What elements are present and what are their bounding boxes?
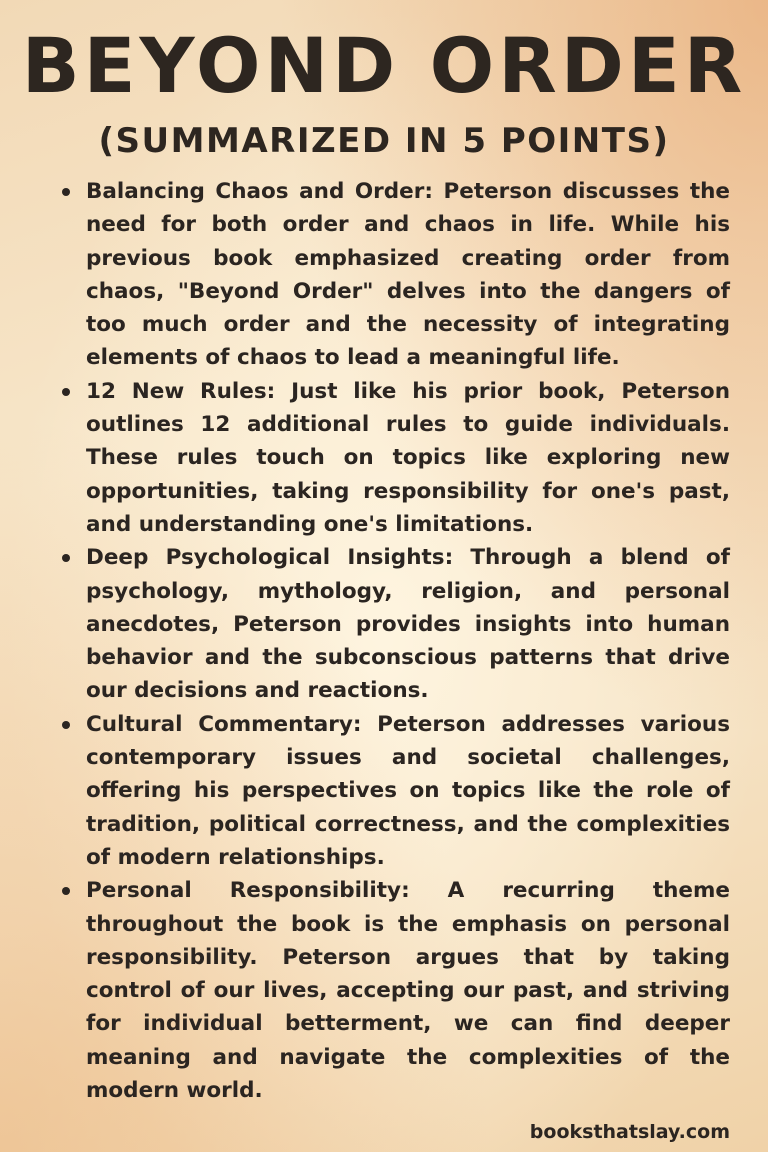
summary-point-text: Cultural Commentary: Peterson addresses various contemporary issues and societal challenges, offering his perspectives on topics like the role of tradition, political correctness, and the complexities of modern relationships. [86,711,730,870]
website-credit: booksthatslay.com [529,1121,730,1143]
bullet-icon [62,721,70,729]
summary-point [62,375,730,541]
summary-point [62,541,730,707]
summary-point-text: 12 New Rules: Just like his prior book, Peterson outlines 12 additional rules to guide individuals. These rules touch on topics like exploring new opportunities, taking responsibility for one's past, and understanding one's limitations. [86,378,730,537]
summary-points-list [62,175,730,1107]
bullet-icon [62,554,70,562]
summary-point-text: Personal Responsibility: A recurring theme throughout the book is the emphasis on personal responsibility. Peterson argues that by taking control of our lives, accepting our past, and striving for individual betterment, we can find deeper meaning and navigate the complexities of the modern world. [86,878,730,1104]
bullet-icon [62,887,70,895]
poster-subtitle: (SUMMARIZED IN 5 POINTS) [98,121,670,161]
summary-point [62,874,730,1107]
summary-point-text: Deep Psychological Insights: Through a blend of psychology, mythology, religion, and personal anecdotes, Peterson provides insights into human behavior and the subconscious patterns that drive our decisions and reactions. [86,545,730,704]
summary-point [62,708,730,874]
summary-point [62,175,730,375]
bullet-icon [62,388,70,396]
summary-point-text: Balancing Chaos and Order: Peterson discusses the need for both order and chaos in life. While his previous book emphasized creating order from chaos, "Beyond Order" delves into the dangers of too much order and the necessity of integrating elements of chaos to lead a meaningful life. [86,179,730,371]
poster-title: BEYOND ORDER [21,21,747,110]
bullet-icon [62,188,70,196]
